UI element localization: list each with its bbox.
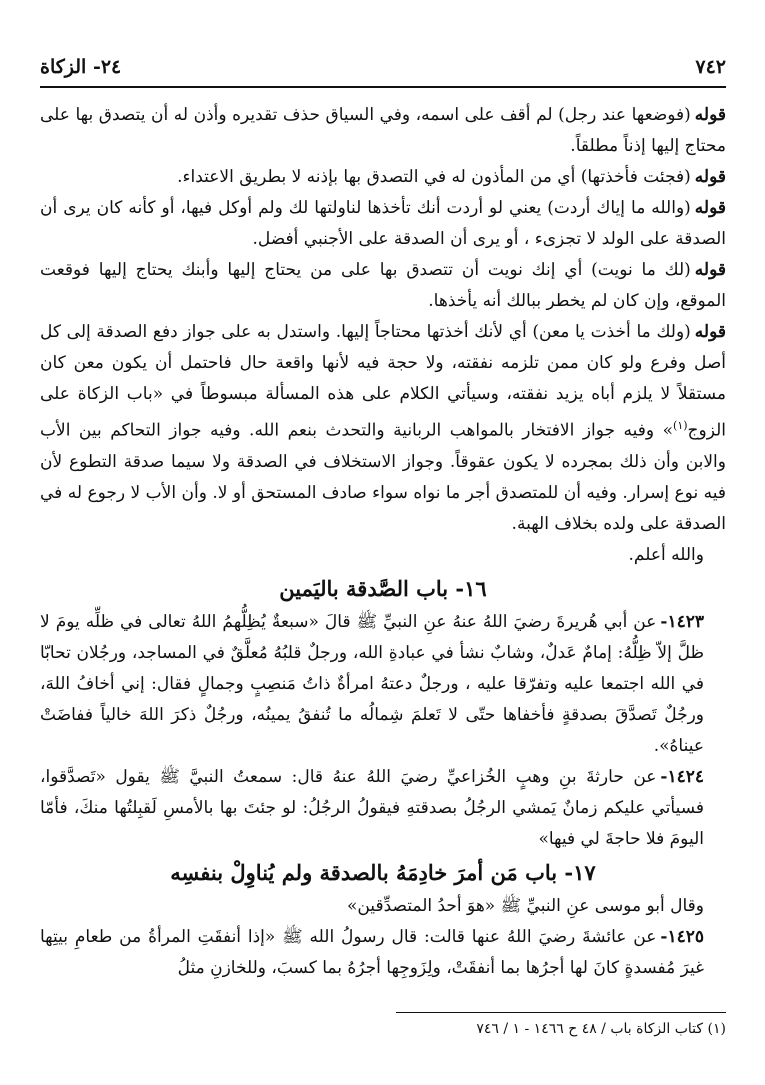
paragraph-text: (ولك ما أخذت يا معن) أي لأنك أخذتها محتاجاً إليها. واستدل به على جواز دفع الصدقة إلى كل أصل وفرع ولو كان ممن تلزمه نفقته، ولا حجة فيه لأنها واقعة حال فاحتمل أن يكون معن كان مستقلاً لا يلزم أباه يزيد نفقته، وسيأتي الكلام على هذه المسألة مبسوطاً في «باب الزكاة على الزوج	[40, 322, 726, 441]
commentary-paragraph	[40, 317, 726, 540]
chapter-title: ١٧- باب مَن أمرَ خادِمَهُ بالصدقة ولم يُناوِلْ بنفسِه	[170, 859, 596, 885]
header-rule	[40, 86, 726, 88]
hadith	[40, 922, 726, 984]
chapter-title: ١٦- باب الصَّدقة باليَمين	[279, 575, 487, 601]
paragraph-text: (فوضعها عند رجل) لم أقف على اسمه، وفي السياق حذف تقديره وأذن له أن يتصدق بها على محتاج إليها إذناً مطلقاً.	[40, 105, 726, 156]
hadith-text: عن حارثةَ بنِ وهبٍ الخُزاعيِّ رضيَ اللهُ عنهُ قال: سمعتُ النبيَّ ﷺ يقول «تَصدَّقوا، فسيأتي عليكم زمانٌ يَمشي الرجُلُ بصدقتهِ فيقولُ الرجُلُ: لو جئتَ بها بالأمسِ لَقبِلتُها منكَ، فأمّا اليومَ فلا حاجةَ لي فيها»	[40, 766, 704, 849]
paragraph-text: (فجئت فأخذتها) أي من المأذون له في التصدق بها بإذنه لا بطريق الاعتداء.	[177, 167, 691, 187]
hadith-number: ١٤٢٤-	[660, 766, 704, 787]
paragraph-text: » وفيه جواز الافتخار بالمواهب الربانية والتحدث بنعم الله. وفيه جواز التحاكم بين الأب والابن وأن ذلك بمجرده لا يكون عقوقاً. وجواز الاستخلاف في الصدقة ولا سيما صدقة التطوع لأن فيه نوع إسرار. وفيه أن للمتصدق أجر ما نواه سواء صادف المستحق أو لا. وأن الأب لا رجوع له في الصدقة على ولده بخلاف الهبة.	[40, 420, 726, 534]
page-header	[40, 50, 726, 84]
commentary-paragraph	[40, 162, 726, 193]
commentary-paragraph	[40, 255, 726, 317]
paragraph-lead: قوله	[694, 260, 726, 280]
paragraph-lead: قوله	[694, 167, 726, 187]
hadith-text: عن أبي هُريرةَ رضيَ اللهُ عنهُ عنِ النبيِّ ﷺ قالَ «سبعةٌ يُظِلُّهمُ اللهُ تعالى في ظلِّه يومَ لا ظلَّ إلاّ ظِلُّهُ: إمامٌ عَدلٌ، وشابٌ نشأ في عبادةِ الله، ورجلٌ قلبُهُ مُعلَّقٌ في المساجد، ورجُلان تحابّا في الله اجتمعا عليه وتفرّقا عليه ، ورجلٌ دعتهُ امرأةٌ ذاتُ مَنصِبٍ وجمالٍ فقال: إني أخافُ اللهَ، ورجُلٌ تَصدَّقَ بصدقةٍ فأخفاها حتّى لا تَعلمَ شِمالُه ما تُنفقُ يمينُه، ورجُلٌ ذكرَ اللهَ خالياً ففاضَتْ عيناهُ».	[40, 611, 704, 756]
book-title: ٢٤- الزكاة	[40, 56, 122, 78]
commentary-paragraph	[40, 100, 726, 162]
footnote-ref[interactable]: (١)	[673, 419, 688, 432]
paragraph-lead: قوله	[694, 198, 726, 218]
hadith-text: عن عائشةَ رضيَ اللهُ عنها قالت: قال رسولُ الله ﷺ «إذا أنفقَتِ المرأةُ من طعامِ بيتِها غيرَ مُفسدةٍ كانَ لها أجرُها بما أنفقَتْ، ولِزَوجِها أجرُهُ بما كسبَ، وللخازنِ مثلُ	[40, 926, 704, 978]
paragraph-text: (لك ما نويت) أي إنك نويت أن تتصدق بها على من يحتاج إليها وأبنك يحتاج إليها فوقعت الموقع، وإن كان لم يخطر ببالك أنه يأخذها.	[40, 260, 726, 311]
paragraph-lead: قوله	[694, 105, 726, 125]
hadith	[40, 607, 726, 762]
paragraph-lead: قوله	[694, 322, 726, 342]
hadith-number: ١٤٢٣-	[660, 611, 704, 632]
footnote: (١) كتاب الزكاة باب / ٤٨ ح ١٤٦٦ - ١ / ٧٤٦	[476, 1021, 726, 1037]
hadith	[40, 762, 726, 855]
footnote-rule	[396, 1012, 726, 1013]
document-page	[40, 0, 726, 1085]
paragraph-text: والله أعلم.	[628, 544, 704, 565]
commentary-paragraph	[40, 193, 726, 255]
chapter-intro: وقال أبو موسى عنِ النبيِّ ﷺ «هوَ أحدُ المتصدِّقين»	[346, 895, 704, 916]
paragraph-text: (والله ما إياك أردت) يعني لو أردت أنك تأخذها لناولتها لك ولم أوكل فيها، أو كأنه كان يرى أن الصدقة على الولد لا تجزىء ، أو يرى أن الصدقة على الأجنبي أفضل.	[40, 198, 726, 249]
page-body	[40, 100, 726, 984]
commentary-paragraph	[40, 540, 726, 571]
page-number: ٧٤٢	[695, 56, 726, 78]
hadith-number: ١٤٢٥-	[660, 926, 704, 947]
